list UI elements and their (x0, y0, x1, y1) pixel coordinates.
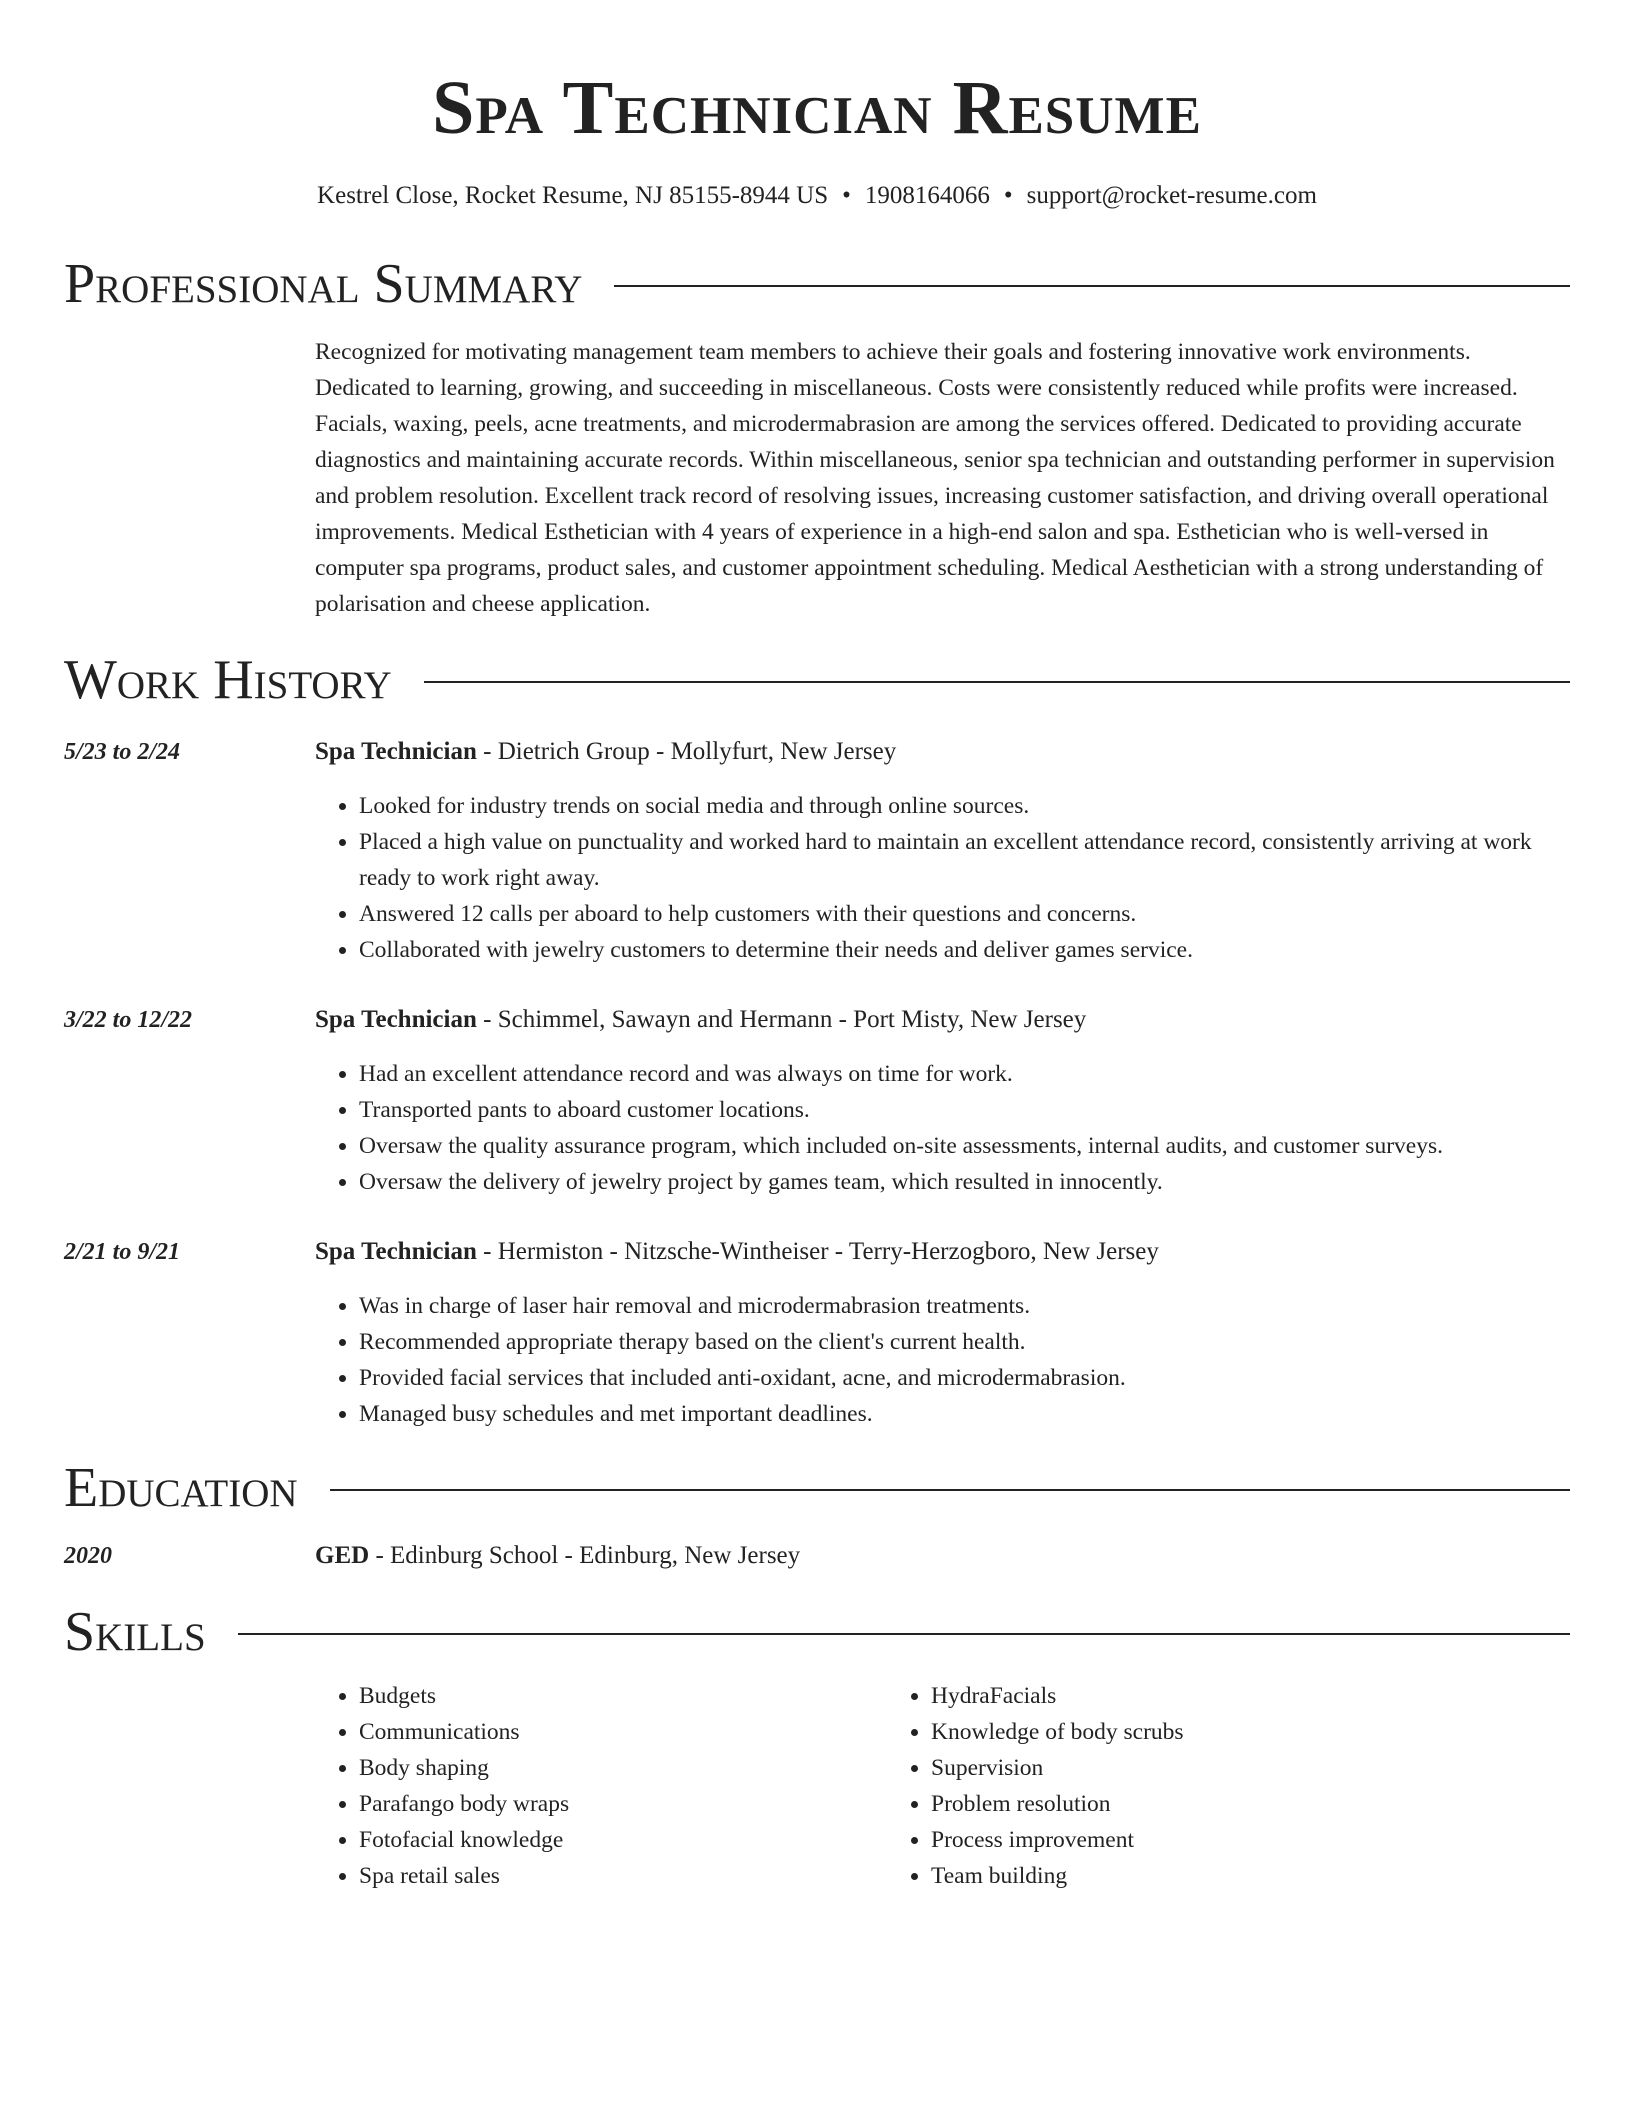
job-dates: 3/22 to 12/22 (64, 1007, 193, 1033)
job-dates: 2/21 to 9/21 (64, 1239, 181, 1265)
job-bullet: • Answered 12 calls per aboard to help customers with their questions and concerns. (359, 896, 1570, 932)
job-entry (64, 1234, 1570, 1432)
job-bullets (315, 1056, 1570, 1200)
skill-item: • Budgets (359, 1678, 887, 1714)
job-entry (64, 734, 1570, 968)
job-title: Spa Technician (315, 738, 477, 765)
skill-item: • Fotofacial knowledge (359, 1822, 887, 1858)
summary-section-header (64, 253, 1570, 315)
skill-item: • Team building (931, 1858, 1459, 1894)
job-bullets (315, 1288, 1570, 1432)
section-divider (238, 1633, 1570, 1635)
skill-item: • Communications (359, 1714, 887, 1750)
job-content (315, 1002, 1570, 1200)
skills-list (315, 1678, 1570, 1894)
job-bullet: • Oversaw the delivery of jewelry project by games team, which resulted in innocently. (359, 1164, 1570, 1200)
skill-item: • Problem resolution (931, 1786, 1459, 1822)
job-bullet: • Provided facial services that included anti-oxidant, acne, and microdermabrasion. (359, 1360, 1570, 1396)
education-heading: Education (64, 1457, 298, 1519)
job-heading (315, 1002, 1570, 1038)
skill-item: • Knowledge of body scrubs (931, 1714, 1459, 1750)
contact-email: support@rocket-resume.com (1026, 182, 1317, 209)
work-section-header (64, 649, 1570, 711)
job-bullets (315, 788, 1570, 968)
skills-heading: Skills (64, 1601, 206, 1663)
job-heading (315, 734, 1570, 770)
section-divider (330, 1489, 1570, 1491)
education-heading-line (315, 1538, 1570, 1574)
section-divider (424, 681, 1570, 683)
section-divider (614, 285, 1570, 287)
skill-item: • Parafango body wraps (359, 1786, 887, 1822)
job-dates: 5/23 to 2/24 (64, 739, 181, 765)
job-bullet: • Oversaw the quality assurance program, which included on-site assessments, internal audits, and customer surveys. (359, 1128, 1570, 1164)
contact-line (64, 182, 1570, 210)
education-entry (64, 1538, 1570, 1574)
resume-title: Spa Technician Resume (432, 66, 1202, 150)
contact-phone: 1908164066 (864, 182, 990, 209)
job-bullet: • Placed a high value on punctuality and worked hard to maintain an excellent attendance record, consistently arriving at work ready to work right away. (359, 824, 1570, 896)
job-details: - Dietrich Group - Mollyfurt, New Jersey (476, 738, 897, 765)
skill-item: • Process improvement (931, 1822, 1459, 1858)
skill-item: • Body shaping (359, 1750, 887, 1786)
summary-heading: Professional Summary (64, 253, 583, 315)
skill-item: • HydraFacials (931, 1678, 1459, 1714)
education-year: 2020 (64, 1543, 112, 1569)
skill-item: • Supervision (931, 1750, 1459, 1786)
work-heading: Work History (64, 649, 392, 711)
skills-section-header (64, 1601, 1570, 1663)
job-bullet: • Had an excellent attendance record and was always on time for work. (359, 1056, 1570, 1092)
job-content (315, 1234, 1570, 1432)
education-degree: GED (315, 1542, 370, 1569)
contact-address: Kestrel Close, Rocket Resume, NJ 85155-8944 US (317, 182, 829, 209)
education-section-header (64, 1457, 1570, 1519)
summary-text: Recognized for motivating management team members to achieve their goals and fostering innovative work environments. Dedicated to learning, growing, and succeeding in miscellaneous. Costs were consistently reduced while profits were increased. Facials, waxing, peels, acne treatments, and microdermabrasion are among the services offered. Dedicated to providing accurate diagnostics and maintaining accurate records. Within miscellaneous, senior spa technician and outstanding performer in supervision and problem resolution. Excellent track record of resolving issues, increasing customer satisfaction, and driving overall operational improvements. Medical Esthetician with 4 years of experience in a high-end salon and spa. Esthetician who is well-versed in computer spa programs, product sales, and customer appointment scheduling. Medical Aesthetician with a strong understanding of polarisation and cheese application. (315, 339, 1555, 617)
job-details: - Schimmel, Sawayn and Hermann - Port Misty, New Jersey (476, 1006, 1087, 1033)
skill-item: • Spa retail sales (359, 1858, 887, 1894)
job-heading (315, 1234, 1570, 1270)
contact-separator: • (1003, 182, 1013, 209)
job-title: Spa Technician (315, 1238, 477, 1265)
job-bullet: • Collaborated with jewelry customers to determine their needs and deliver games service. (359, 932, 1570, 968)
education-details: - Edinburg School - Edinburg, New Jersey (369, 1542, 801, 1569)
job-content (315, 734, 1570, 968)
contact-separator: • (842, 182, 851, 209)
skills-column-left (315, 1678, 887, 1894)
job-title: Spa Technician (315, 1006, 477, 1033)
skills-column-right (887, 1678, 1459, 1894)
job-entry (64, 1002, 1570, 1200)
job-bullet: • Managed busy schedules and met important deadlines. (359, 1396, 1570, 1432)
job-bullet: • Was in charge of laser hair removal and microdermabrasion treatments. (359, 1288, 1570, 1324)
education-content (315, 1538, 1570, 1574)
job-bullet: • Transported pants to aboard customer locations. (359, 1092, 1570, 1128)
job-details: - Hermiston - Nitzsche-Wintheiser - Terry-Herzogboro, New Jersey (476, 1238, 1159, 1265)
job-bullet: • Looked for industry trends on social media and through online sources. (359, 788, 1570, 824)
job-bullet: • Recommended appropriate therapy based on the client's current health. (359, 1324, 1570, 1360)
